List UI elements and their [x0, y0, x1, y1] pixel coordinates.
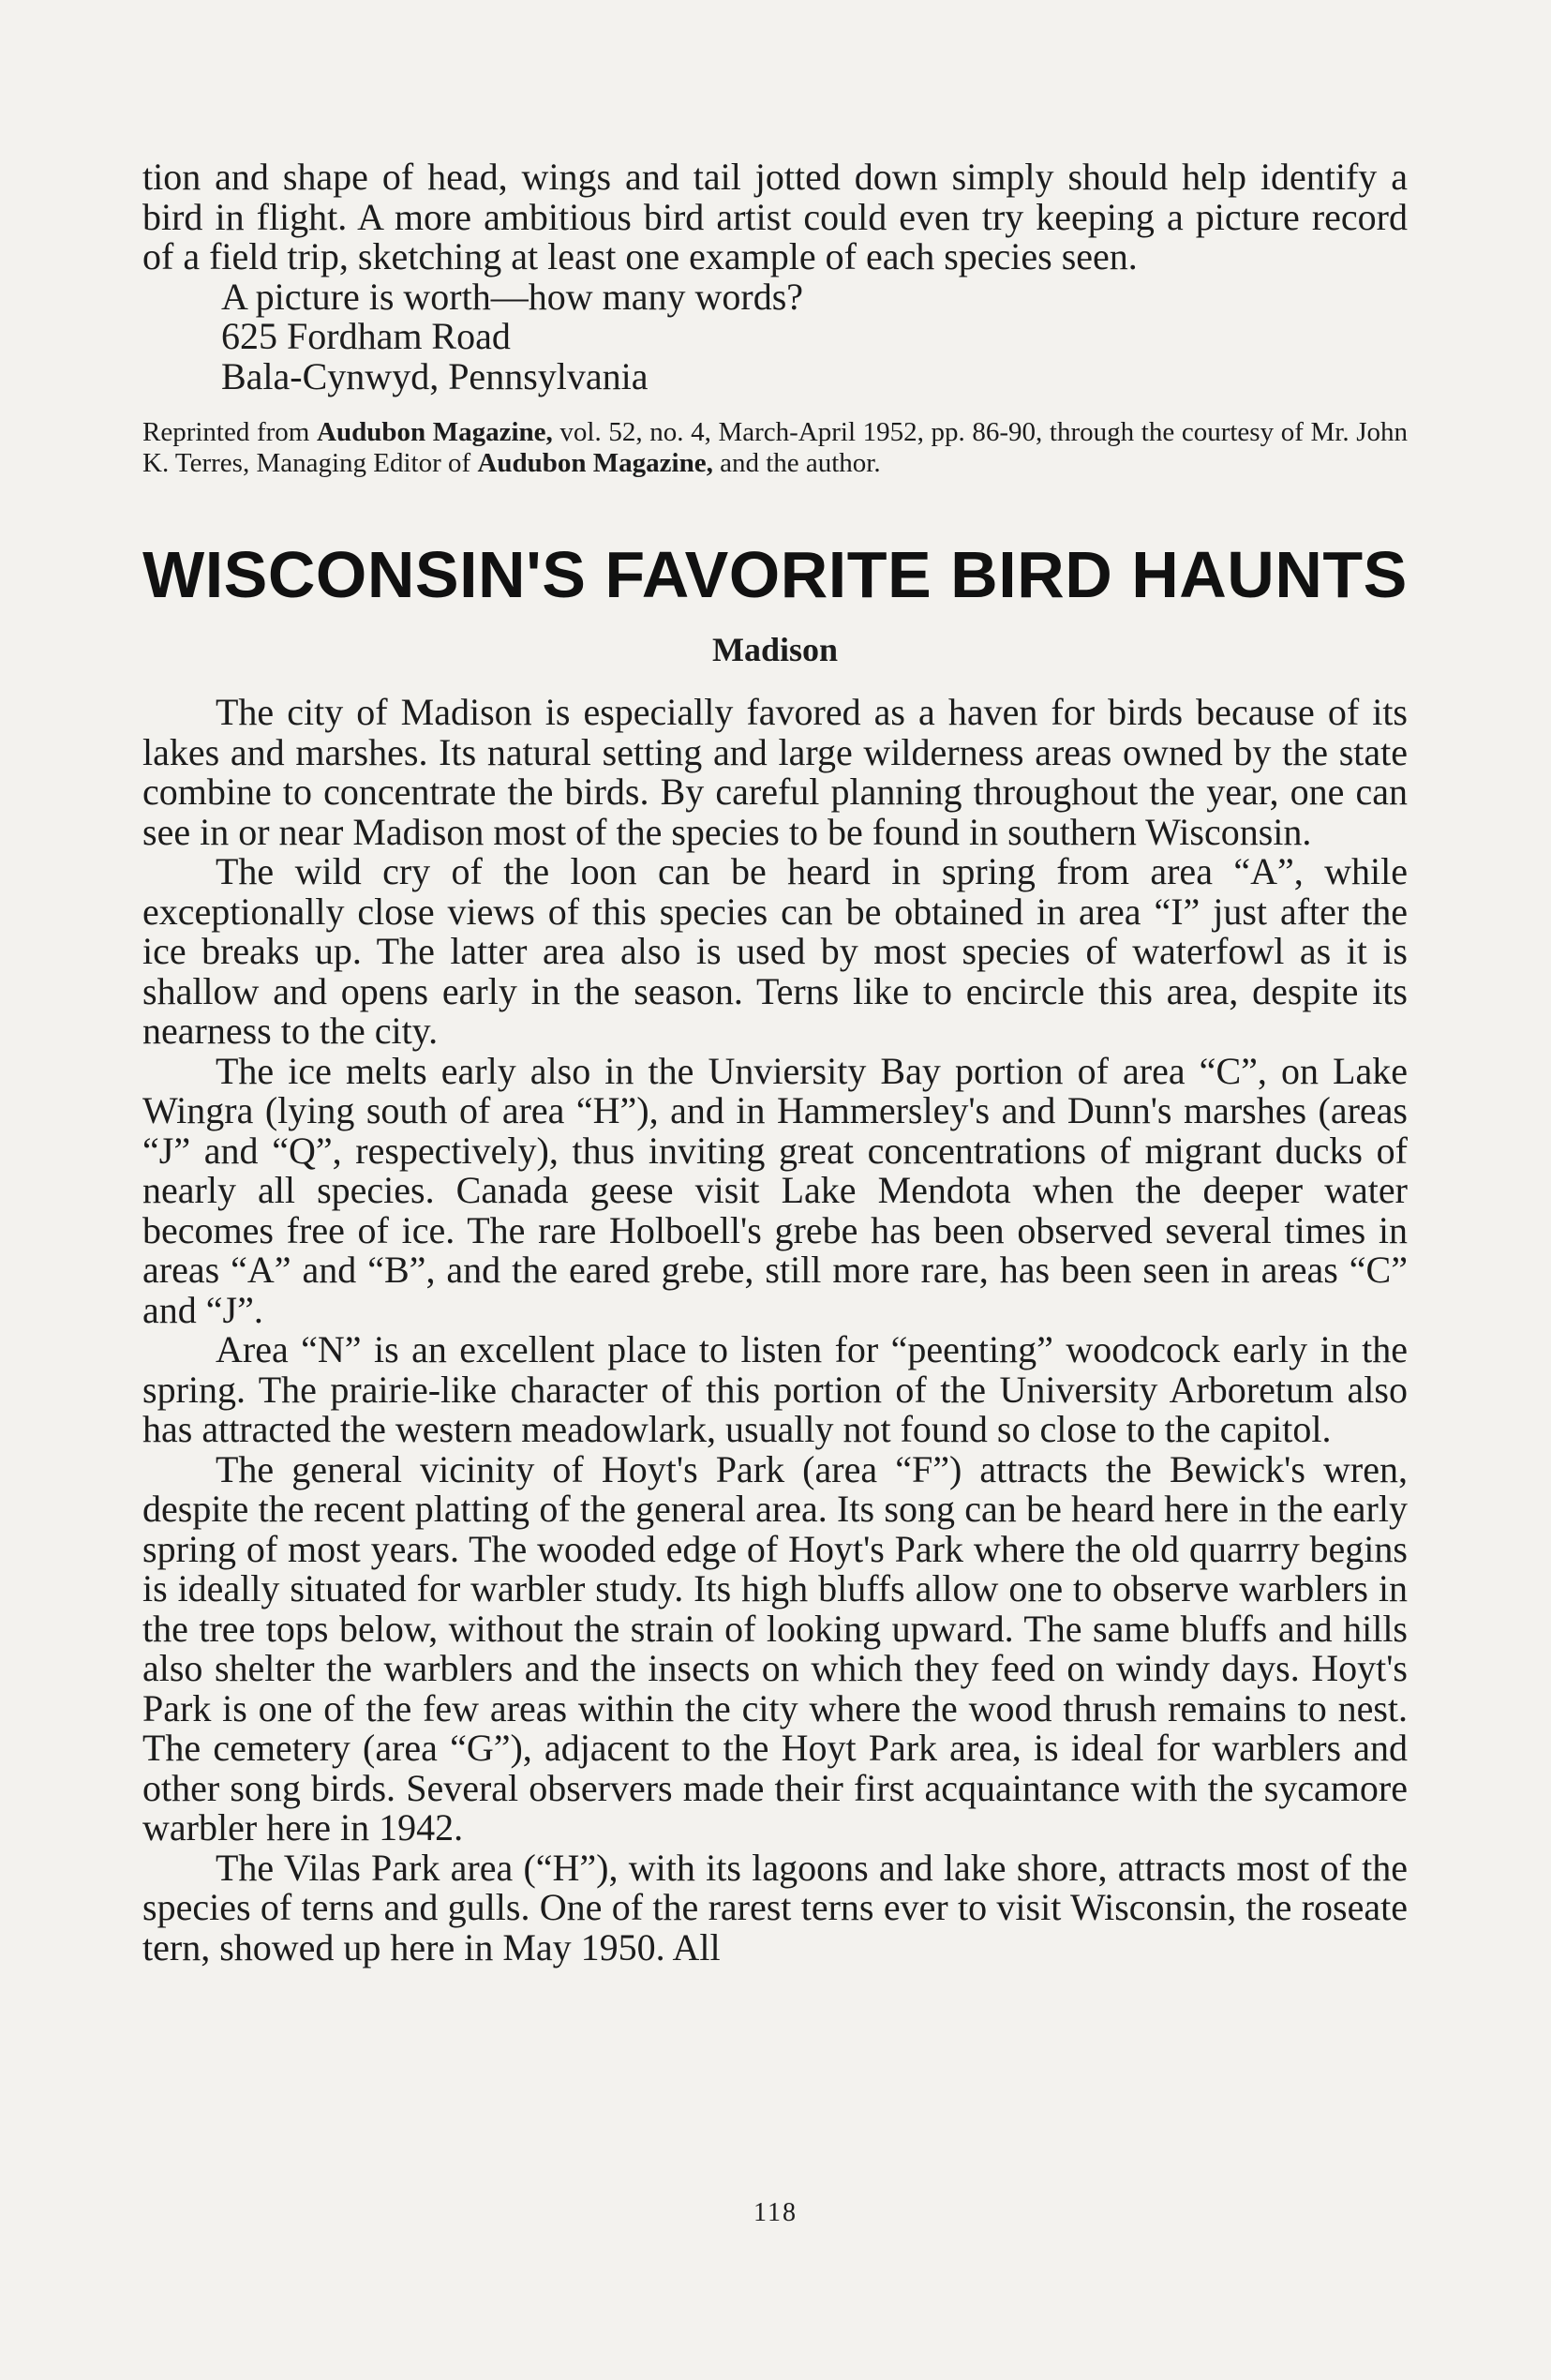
closing-line: A picture is worth—how many words? [221, 275, 804, 318]
reprint-note [142, 417, 1408, 479]
address-line-2: Bala-Cynwyd, Pennsylvania [221, 354, 649, 397]
article-subtitle: Madison [711, 631, 839, 668]
address-line-1: 625 Fordham Road [221, 315, 511, 357]
article-paragraph: The wild cry of the loon can be heard in spring from area “A”, while exceptionally close views of this species can be obtained in area “I” just after the ice breaks up. The latter area also is used by most species of waterfowl as it is shallow and opens early in the season. Terns like to encircle this area, despite its nearness to the city. [142, 850, 1408, 1052]
article-paragraph: The Vilas Park area (“H”), with its lagoons and lake shore, attracts most of the species of terns and gulls. One of the rarest terns ever to visit Wisconsin, the roseate tern, showed up here in May 1950. All [142, 1846, 1408, 1968]
article-title: WISCONSIN'S FAVORITE BIRD HAUNTS [142, 538, 1408, 611]
reprint-prefix: Reprinted from [142, 417, 317, 447]
article-paragraph: The ice melts early also in the Unviersity Bay portion of area “C”, on Lake Wingra (lying south of area “H”), and in Hammersley's and Dunn's marshes (areas “J” and “Q”, respectively), thus inviting great concentrations of migrant ducks of nearly all species. Canada geese visit Lake Mendota when the deeper water becomes free of ice. The rare Holboell's grebe has been observed several times in areas “A” and “B”, and the eared grebe, still more rare, has been seen in areas “C” and “J”. [142, 1049, 1408, 1331]
reprint-suffix: and the author. [712, 448, 881, 478]
article-paragraph: The city of Madison is especially favored as a haven for birds because of its lakes and marshes. Its natural setting and large wilderness areas owned by the state combine to concentrate the birds. By careful planning throughout the year, one can see in or near Madison most of the species to be found in southern Wisconsin. [142, 691, 1408, 853]
intro-paragraph: tion and shape of head, wings and tail jotted down simply should help identify a bird in flight. A more ambitious bird artist could even try keeping a picture record of a field trip, sketching at least one example of each species seen. [142, 156, 1408, 277]
magazine-name-2: Audubon Magazine, [477, 448, 713, 478]
reprint-middle: vol. 52, no. 4, March-April 1952, pp. 86-90, through the courtesy of Mr. John K. Terres, Managing Editor of [142, 417, 1408, 478]
article-paragraph: Area “N” is an excellent place to listen for “peenting” woodcock early in the spring. The prairie-like character of this portion of the University Arboretum also has attracted the western meadowlark, usually not found so close to the capitol. [142, 1328, 1408, 1450]
page-number: 118 [753, 2198, 798, 2227]
article-paragraph: The general vicinity of Hoyt's Park (area “F”) attracts the Bewick's wren, despite the recent platting of the general area. Its song can be heard here in the early spring of most years. The wooded edge of Hoyt's Park where the old quarrry begins is ideally situated for warbler study. Its high bluffs allow one to observe warblers in the tree tops below, without the strain of looking upward. The same bluffs and hills also shelter the warblers and the insects on which they feed on windy days. Hoyt's Park is one of the few areas within the city where the wood thrush remains to nest. The cemetery (area “G”), adjacent to the Hoyt Park area, is ideal for warblers and other song birds. Several observers made their first acquaintance with the sycamore warbler here in 1942. [142, 1447, 1408, 1849]
page-content [142, 157, 1408, 1968]
magazine-name-1: Audubon Magazine, [317, 417, 553, 447]
